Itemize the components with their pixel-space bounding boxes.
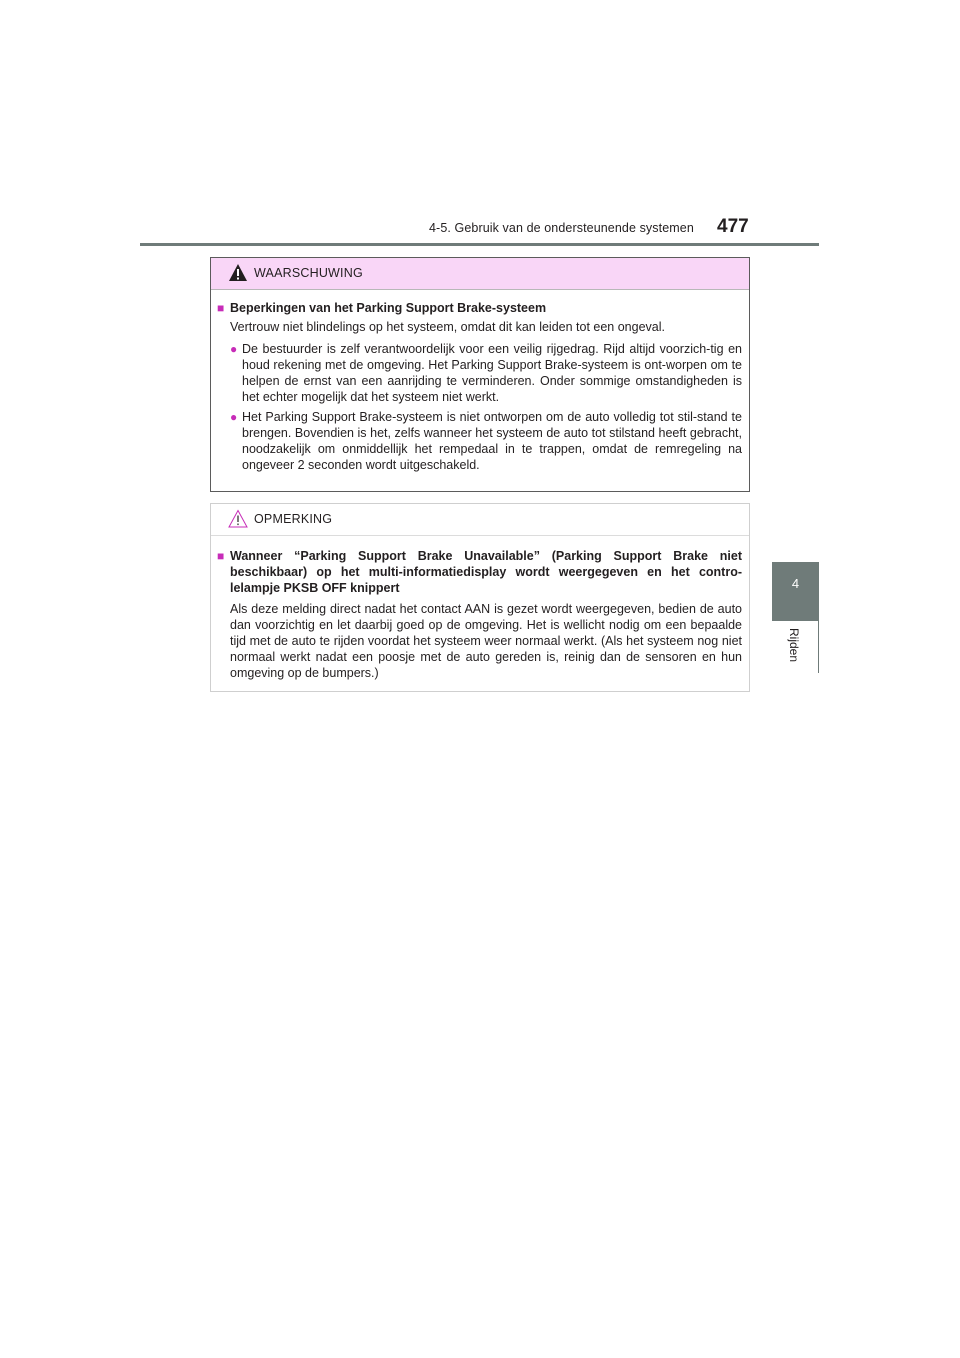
- page-header-title: 4-5. Gebruik van de ondersteunende systemen: [429, 221, 694, 235]
- warning-box: [210, 257, 750, 492]
- square-bullet-icon: ■: [217, 549, 225, 563]
- page-number: 477: [717, 216, 749, 237]
- warning-section-title: Beperkingen van het Parking Support Brake-systeem: [230, 301, 547, 315]
- note-header: [211, 504, 749, 536]
- circle-bullet-icon: ●: [230, 342, 238, 356]
- warning-bullet: [230, 341, 742, 405]
- warning-section: [217, 300, 742, 473]
- warning-header: [211, 258, 749, 290]
- note-body: Als deze melding direct nadat het contact AAN is gezet wordt weergegeven, bedien de auto dan voorzichtig en let daarbij goed op de omgeving. Het is wellicht nodig om een bepaalde tijd met de auto te rijden voordat het systeem weer normaal werkt. (Als het systeem nog niet normaal werkt nadat een poosje met de auto gereden is, reinig dan de sensoren en hun omgeving op de bumpers.): [230, 602, 742, 680]
- square-bullet-icon: ■: [217, 301, 225, 315]
- header-divider: [140, 243, 819, 246]
- warning-bullet-text: Het Parking Support Brake-systeem is niet ontworpen om de auto volledig tot stil-stand te brengen. Bovendien is het, zelfs wanneer het systeem de auto tot stilstand heeft gebracht, noodzakelijk om onmiddellijk het rempedaal in te trappen, omdat de remregeling na ongeveer 2 seconden wordt uitgeschakeld.: [242, 410, 742, 472]
- chapter-tab-divider: [818, 621, 819, 673]
- note-section: [217, 548, 742, 681]
- warning-bullet-text: De bestuurder is zelf verantwoordelijk voor een veilig rijgedrag. Rijd altijd voorzich-tig en houd rekening met de omgeving. Het Parking Support Brake-systeem is ont-worpen om te helpen de ernst van een aanrijding te verminderen. Onder sommige omstandigheden is het echter mogelijk dat het systeem niet werkt.: [242, 342, 742, 404]
- warning-bullet: [230, 409, 742, 473]
- note-heading: OPMERKING: [254, 512, 333, 526]
- warning-triangle-icon: [228, 263, 248, 282]
- warning-heading: WAARSCHUWING: [254, 266, 363, 280]
- chapter-number: 4: [791, 576, 800, 591]
- warning-intro: Vertrouw niet blindelings op het systeem, omdat dit kan leiden tot een ongeval.: [230, 320, 665, 334]
- caution-triangle-icon: [228, 509, 248, 528]
- note-section-title: Wanneer “Parking Support Brake Unavailable” (Parking Support Brake niet beschikbaar) op het multi-informatiedisplay wordt weergegeven en het contro-lelampje PKSB OFF knippert: [230, 549, 742, 595]
- chapter-tab: [772, 562, 819, 621]
- note-box: [210, 503, 750, 692]
- circle-bullet-icon: ●: [230, 410, 238, 424]
- chapter-label: Rijden: [787, 628, 801, 663]
